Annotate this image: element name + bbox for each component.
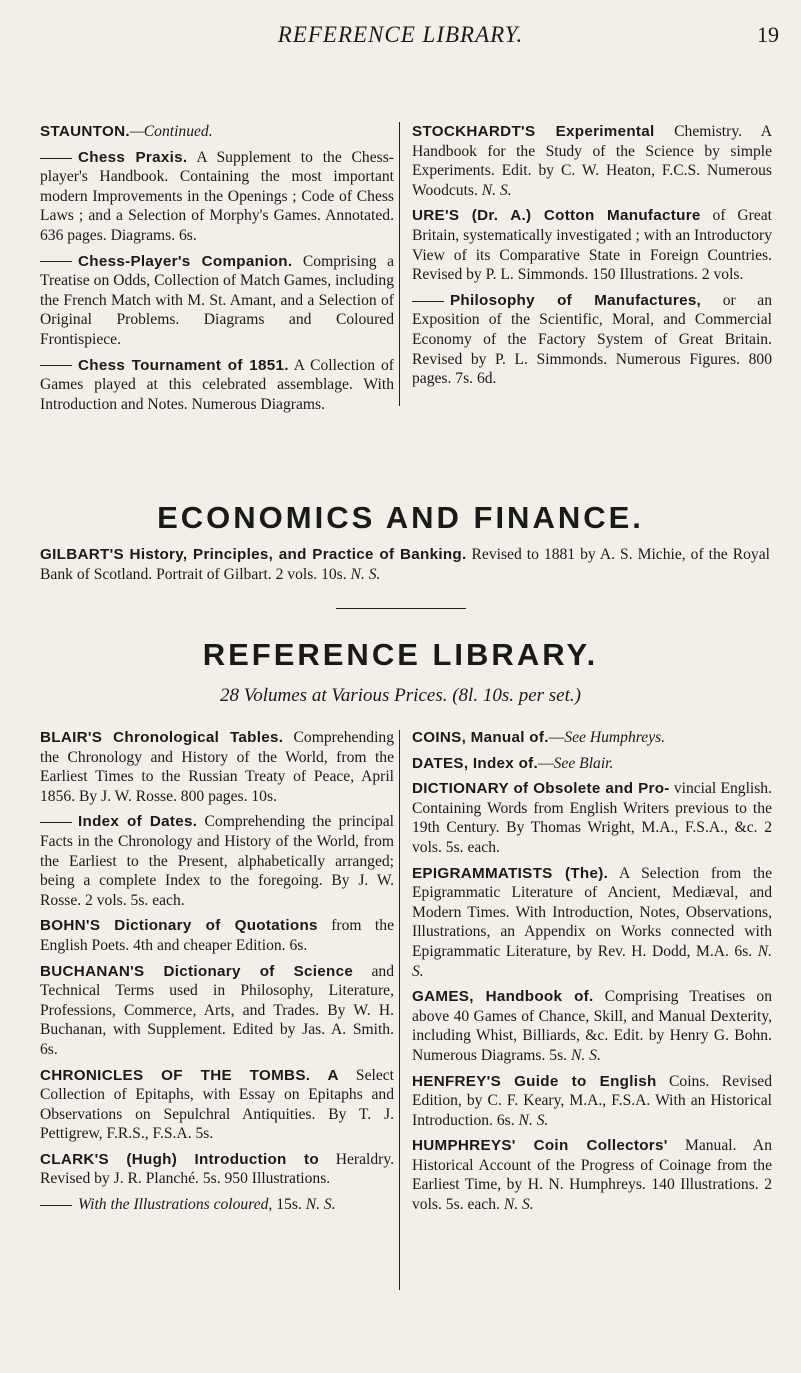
entry-head: STAUNTON. <box>40 123 130 140</box>
entry-text: A Selection from the Epigrammatic Literature of Ancient, Mediæval, and Modern Times. With Introduction, Notes, Observations, Illustrations, an Appendix on Works connected with Epigrammatic Literature, by Rev. H. Dodd, M.A. 6s. <box>412 864 772 960</box>
entry <box>40 356 394 415</box>
entry <box>412 754 772 774</box>
entry-text: A Collection of Games played at this celebrated assemblage. With Introduction and Notes. Numerous Diagrams. <box>40 356 394 413</box>
entry-ital: With the Illustrations coloured, <box>78 1196 273 1214</box>
entry-ital: See Blair. <box>553 754 614 772</box>
entry-text: Coins. Revised Edition, by C. F. Keary, M.A., F.S.A. With an Historical Introduction. 6s. <box>412 1072 772 1129</box>
entry-text: — <box>538 754 554 772</box>
entry-text: Chemistry. A Handbook for the Study of the Science by simple Experiments. Edit. by C. W. Heaton, F.C.S. Numerous Woodcuts. <box>412 123 772 199</box>
ditto-dash <box>40 261 72 262</box>
entry-head: COINS, Manual of. <box>412 729 549 746</box>
entry-head-suffix: —Continued. <box>129 123 213 140</box>
entry <box>40 122 394 142</box>
entry-ital: N. S. <box>570 1046 601 1064</box>
entry-ital: N. S. <box>503 1196 534 1214</box>
entry-text: Manual. An Historical Account of the Progress of Coinage from the Earliest Time, by H. N. Humphreys. 140 Illustrations. 2 vols. 5s. each. <box>412 1137 772 1214</box>
entry <box>412 122 772 200</box>
entry-head: HUMPHREYS' Coin Collectors' <box>412 1137 668 1155</box>
entry-head: HENFREY'S Guide to English <box>412 1072 657 1090</box>
column-divider-bottom <box>399 730 400 1290</box>
entry <box>412 291 772 389</box>
entry-text: or an Exposition of the Scientific, Moral, and Commercial Economy of the Factory System of Great Britain. Revised by P. L. Simmonds. Numerous Figures. 800 pages. 7s. 6d. <box>412 291 772 388</box>
entry-head: CLARK'S (Hugh) Introduction to <box>40 1150 319 1168</box>
entry <box>412 728 772 748</box>
entry-text: Comprehending the principal Facts in the Chronology and History of the World, from the Earliest to the Present, alphabetically arranged; being a complete Index to the foregoing. By J. W. Rosse. 2 vols. 5s. each. <box>40 813 394 909</box>
subheading-text: 28 Volumes at Various Prices. (8l. 10s. per set.) <box>220 685 581 706</box>
entry <box>40 1066 394 1144</box>
entry <box>412 779 772 857</box>
entry-ital-2: N. S. <box>305 1196 336 1214</box>
top-left-column <box>40 122 394 420</box>
entry-head: DATES, Index of. <box>412 754 539 772</box>
entry-ital: See Humphreys. <box>564 729 666 746</box>
entry-head: GILBART'S History, Principles, and Practice of Banking. <box>40 546 467 563</box>
entry-head: STOCKHARDT'S Experimental <box>412 123 655 140</box>
entry-text: — <box>548 729 565 746</box>
ditto-dash <box>412 301 444 302</box>
entry-head: BLAIR'S Chronological Tables. <box>40 729 284 746</box>
ditto-dash <box>40 158 72 159</box>
entry <box>412 1136 772 1214</box>
entry-text: and Technical Terms used in Philosophy, Literature, Professions, Commerce, Arts, and Trades. By W. H. Buchanan, with Supplement. Edited by Jas. A. Smith. 6s. <box>40 962 394 1058</box>
entry <box>40 1150 394 1189</box>
entry-head: Philosophy of Manufactures, <box>450 291 702 309</box>
entry-head: EPIGRAMMATISTS (The). <box>412 864 609 882</box>
entry-ital: N. S. <box>518 1111 549 1129</box>
gilbart-entry <box>40 545 770 584</box>
entry <box>40 962 394 1060</box>
ditto-dash <box>40 1205 72 1206</box>
entry-head: GAMES, Handbook of. <box>412 988 594 1006</box>
running-header <box>0 8 801 48</box>
entry <box>40 1195 394 1215</box>
economics-heading: ECONOMICS AND FINANCE. <box>157 500 644 535</box>
running-title: REFERENCE LIBRARY. <box>277 22 524 47</box>
ditto-dash <box>40 822 72 823</box>
section-divider <box>336 608 466 609</box>
entry <box>40 252 394 350</box>
entry-head: CHRONICLES OF THE TOMBS. A <box>40 1066 339 1084</box>
entry-head: Chess-Player's Companion. <box>78 252 293 270</box>
column-divider-top <box>399 122 400 406</box>
entry-text: A Supplement to the Chess-player's Handbook. Containing the most important modern Improvements in the Openings ; Code of Chess Laws ; and a Selection of Morphy's Games. Annotated. 636 pages. Diagrams. 6s. <box>40 148 394 244</box>
entry-ital: N. S. <box>350 565 381 583</box>
entry-head: Index of Dates. <box>78 813 198 831</box>
entry-head: DICTIONARY of Obsolete and Pro- <box>412 780 670 798</box>
entry-head: BOHN'S Dictionary of Quotations <box>40 917 318 935</box>
bottom-right-column <box>412 728 772 1221</box>
ditto-dash <box>40 365 72 366</box>
entry-text: Heraldry. Revised by J. R. Planché. 5s. 950 Illustrations. <box>40 1150 395 1188</box>
entry <box>40 916 394 955</box>
entry-tail: 15s. <box>272 1196 306 1214</box>
entry-ital: N. S. <box>481 181 512 199</box>
entry-text: Comprising a Treatise on Odds, Collection of Match Games, including the French Match with M. St. Amant, and a Selection of Original Problems. Diagrams and Coloured Frontispiece. <box>40 252 394 348</box>
entry-head: URE'S (Dr. A.) Cotton Manufacture <box>412 207 701 225</box>
entry <box>412 206 772 284</box>
entry-head: Chess Tournament of 1851. <box>78 356 289 374</box>
entry-text: from the English Poets. 4th and cheaper Edition. 6s. <box>40 917 394 954</box>
top-right-column <box>412 122 772 395</box>
reference-heading: REFERENCE LIBRARY. <box>202 637 599 672</box>
entry <box>40 728 394 806</box>
page-number: 19 <box>757 22 779 47</box>
entry-ital: N. S. <box>412 942 772 980</box>
entry <box>412 987 772 1065</box>
entry-text: Select Collection of Epitaphs, with Essay on Epitaphs and Observations on Sepulchral Antiquities. By T. J. Pettigrew, F.R.S., F.S.A. 5s. <box>40 1066 394 1143</box>
entry <box>412 1072 772 1131</box>
entry <box>412 864 772 982</box>
entry-text: of Great Britain, systematically investigated ; with an Introductory View of its Comparative State in Foreign Countries. Revised by P. L. Simmonds. 150 Illustrations. 2 vols. <box>412 207 772 284</box>
entry <box>40 148 394 246</box>
entry-text: vincial English. Containing Words from English Writers previous to the 19th Century. By Thomas Wright, M.A., F.S.A., &c. 2 vols. 5s. each. <box>412 780 772 856</box>
entry-head: BUCHANAN'S Dictionary of Science <box>40 962 354 980</box>
reference-subheading <box>0 685 801 707</box>
entry-head: Chess Praxis. <box>78 148 188 166</box>
entry-text: Comprising Treatises on above 40 Games of Chance, Skill, and Manual Dexterity, including Whist, Billiards, &c. Edit. by Henry G. Bohn. Numerous Diagrams. 5s. <box>412 988 772 1064</box>
entry-text: Revised to 1881 by A. S. Michie, of the Royal Bank of Scotland. Portrait of Gilbart. 2 vols. 10s. <box>40 546 770 583</box>
bottom-left-column <box>40 728 394 1221</box>
entry <box>40 812 394 910</box>
entry-text: Comprehending the Chronology and History of the World, from the Earliest Times to the Russian Treaty of Peace, April 1856. By J. W. Rosse. 800 pages. 10s. <box>40 729 394 805</box>
